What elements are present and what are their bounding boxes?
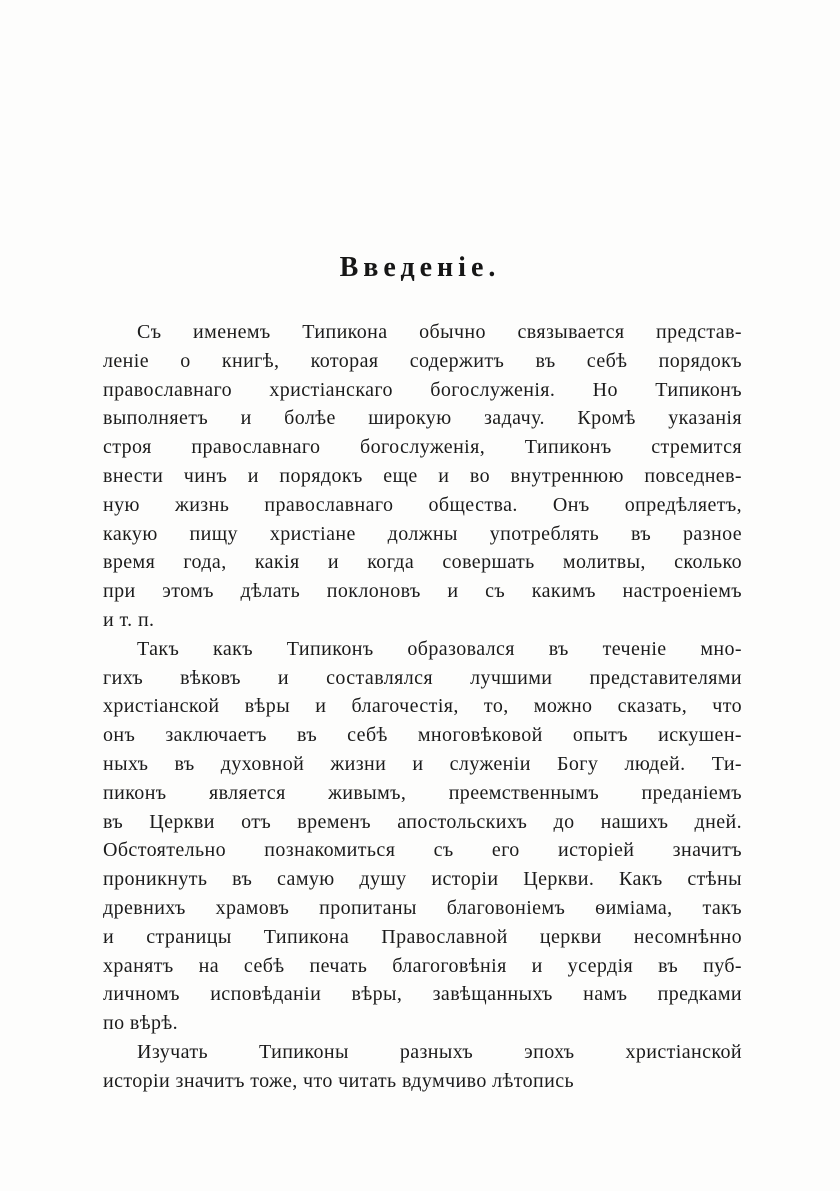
text-line: исторіи значитъ тоже, что читать вдумчиво лѣтопись <box>103 1069 575 1092</box>
page-title: Введеніе. <box>339 252 501 283</box>
text-line: Такъ какъ Типиконъ образовался въ теченіе мно- <box>137 637 742 660</box>
text-line: внести чинъ и порядокъ еще и во внутреннюю повседнев- <box>103 464 742 487</box>
text-line: какую пищу христіане должны употреблять въ разное <box>103 522 742 545</box>
text-line: и т. п. <box>103 608 155 631</box>
paragraph <box>103 1038 742 1096</box>
text-line: ныхъ въ духовной жизни и служеніи Богу людей. Ти- <box>103 752 742 775</box>
text-line: Обстоятельно познакомиться съ его исторіей значитъ <box>103 839 742 862</box>
text-line: леніе о книгѣ, которая содержитъ въ себѣ порядокъ <box>103 349 742 372</box>
text-line: выполняетъ и болѣе широкую задачу. Кромѣ указанія <box>103 407 742 430</box>
text-line: ную жизнь православнаго общества. Онъ опредѣляетъ, <box>103 493 742 516</box>
text-line: въ Церкви отъ временъ апостольскихъ до нашихъ дней. <box>103 810 742 833</box>
text-line: хранятъ на себѣ печать благоговѣнія и усердія въ пуб- <box>103 954 742 977</box>
text-line: проникнуть въ самую душу исторіи Церкви. Какъ стѣны <box>103 868 742 891</box>
text-line: Съ именемъ Типикона обычно связывается представ- <box>137 321 742 343</box>
text-line: при этомъ дѣлать поклоновъ и съ какимъ настроеніемъ <box>103 580 742 603</box>
body-text <box>103 318 742 1096</box>
text-line: и страницы Типикона Православной церкви несомнѣнно <box>103 925 742 948</box>
text-line: по вѣрѣ. <box>103 1012 179 1035</box>
text-line: пиконъ является живымъ, преемственнымъ преданіемъ <box>103 781 742 804</box>
paragraph <box>103 635 742 1038</box>
text-line: православнаго христіанскаго богослуженія. Но Типиконъ <box>103 378 742 401</box>
text-line: личномъ исповѣданіи вѣры, завѣщанныхъ намъ предками <box>103 983 742 1006</box>
text-line: строя православнаго богослуженія, Типиконъ стремится <box>103 436 742 459</box>
text-line: онъ заключаетъ въ себѣ многовѣковой опытъ искушен- <box>103 724 742 747</box>
text-line: гихъ вѣковъ и составлялся лучшими представителями <box>103 666 742 689</box>
text-line: христіанской вѣры и благочестія, то, можно сказать, что <box>103 695 742 718</box>
text-line: время года, какія и когда совершать молитвы, сколько <box>103 551 742 574</box>
text-line: Изучать Типиконы разныхъ эпохъ христіанской <box>137 1040 742 1063</box>
text-line: древнихъ храмовъ пропитаны благовоніемъ ѳиміама, такъ <box>103 896 742 919</box>
paragraph <box>103 318 742 635</box>
